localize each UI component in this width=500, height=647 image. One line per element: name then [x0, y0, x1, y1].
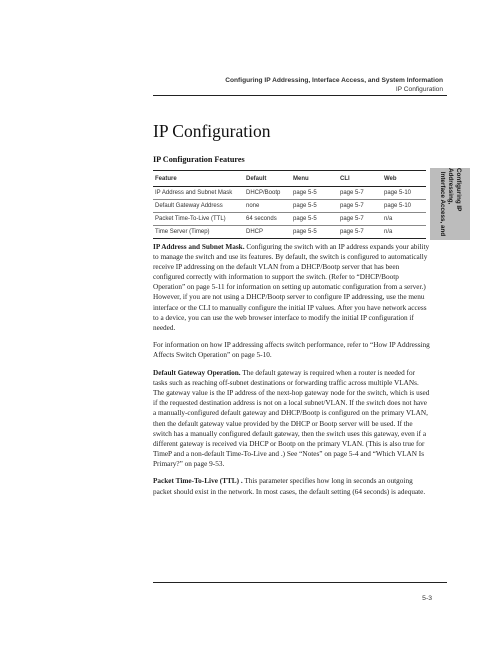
column-header: Feature [153, 171, 244, 187]
run-in-heading: Packet Time-To-Live (TTL) . [153, 477, 243, 486]
page-number: 5-3 [422, 595, 432, 602]
table-row [153, 213, 426, 226]
run-in-heading: IP Address and Subnet Mask. [153, 243, 245, 251]
body-text [153, 242, 430, 504]
table-cell: page 5-7 [338, 187, 382, 200]
table-cell: Packet Time-To-Live (TTL) [153, 213, 244, 226]
table-cell: page 5-10 [382, 187, 426, 200]
table-cell: DHCP [244, 226, 291, 239]
side-tab-line-1: Configuring IP Addressing, [447, 168, 463, 212]
side-tab-line-2: Interface Access, and [438, 171, 446, 237]
table-cell: none [244, 200, 291, 213]
column-header: CLI [338, 171, 382, 187]
table-cell: page 5-5 [291, 200, 338, 213]
chapter-side-tab [430, 168, 470, 240]
paragraph-text: Configuring the switch with an IP address expands your ability to manage the switch and use its features. By default, the switch is configured to automatically receive IP addressing on the default VLAN from a DHCP/Bootp server that has been configured correctly with information to support the switch. (Refer to “DHCP/Bootp Operation” on page 5-11 for information on setting up automatic configuration from a server.) However, if you are not using a DHCP/Bootp server to configure IP addressing, use the menu interface or the CLI to manually configure the initial IP values. After you have network access to a device, you can use the web browser interface to modify the initial IP configuration if needed. [153, 243, 430, 332]
table-header-row [153, 171, 426, 187]
column-header: Menu [291, 171, 338, 187]
table-cell: Time Server (Timep) [153, 226, 244, 239]
table-cell: IP Address and Subnet Mask [153, 187, 244, 200]
side-tab-label [430, 168, 470, 240]
table-cell: n/a [382, 213, 426, 226]
table-cell: page 5-10 [382, 200, 426, 213]
running-header-chapter: Configuring IP Addressing, Interface Access, and System Information [225, 77, 443, 84]
footer-rule [153, 582, 447, 583]
features-table [153, 170, 426, 239]
table-row [153, 200, 426, 213]
table-caption: IP Configuration Features [153, 155, 245, 164]
table-row [153, 187, 426, 200]
column-header: Web [382, 171, 426, 187]
table-cell: DHCP/Bootp [244, 187, 291, 200]
paragraph-text: The default gateway is required when a router is needed for tasks such as reaching off-subnet destinations or forwarding traffic across multiple VLANs. The gateway value is the IP address of the next-hop gateway node for the switch, which is used if the requested destination address is not on a local subnet/VLAN. If the switch does not have a manually-configured default gateway and DHCP/Bootp is configured on the primary VLAN, then the default gateway value provided by the DHCP or Bootp server will be used. If the switch has a manually configured default gateway, then the switch uses this gateway, even if a different gateway is received via DHCP or Bootp on the primary VLAN. (This is also true for TimeP and a non-default Time-To-Live and .) See “Notes” on page 5-4 and “Which VLAN Is Primary?” on page 9-53. [153, 369, 430, 468]
table-cell: page 5-5 [291, 226, 338, 239]
table-cell: page 5-7 [338, 213, 382, 226]
table-cell: Default Gateway Address [153, 200, 244, 213]
table-cell: page 5-7 [338, 226, 382, 239]
table-cell: page 5-5 [291, 213, 338, 226]
running-header-section: IP Configuration [395, 86, 443, 93]
table-cell: 64 seconds [244, 213, 291, 226]
paragraph-ttl [153, 476, 430, 496]
paragraph-text: This parameter specifies how long in seconds an outgoing packet should exist in the network. In most cases, the default setting (64 seconds) is adequate. [153, 477, 426, 496]
paragraph-ip-info [153, 340, 430, 360]
paragraph-text: For information on how IP addressing affects switch performance, refer to “How IP Addressing Affects Switch Operation” on page 5-10. [153, 341, 430, 360]
table-row [153, 226, 426, 239]
paragraph-default-gateway [153, 368, 430, 469]
table-cell: page 5-5 [291, 187, 338, 200]
page-title: IP Configuration [153, 121, 271, 141]
header-rule [153, 95, 447, 96]
table-cell: page 5-7 [338, 200, 382, 213]
column-header: Default [244, 171, 291, 187]
table-cell: n/a [382, 226, 426, 239]
paragraph-ip-address [153, 242, 430, 333]
run-in-heading: Default Gateway Operation. [153, 369, 241, 378]
